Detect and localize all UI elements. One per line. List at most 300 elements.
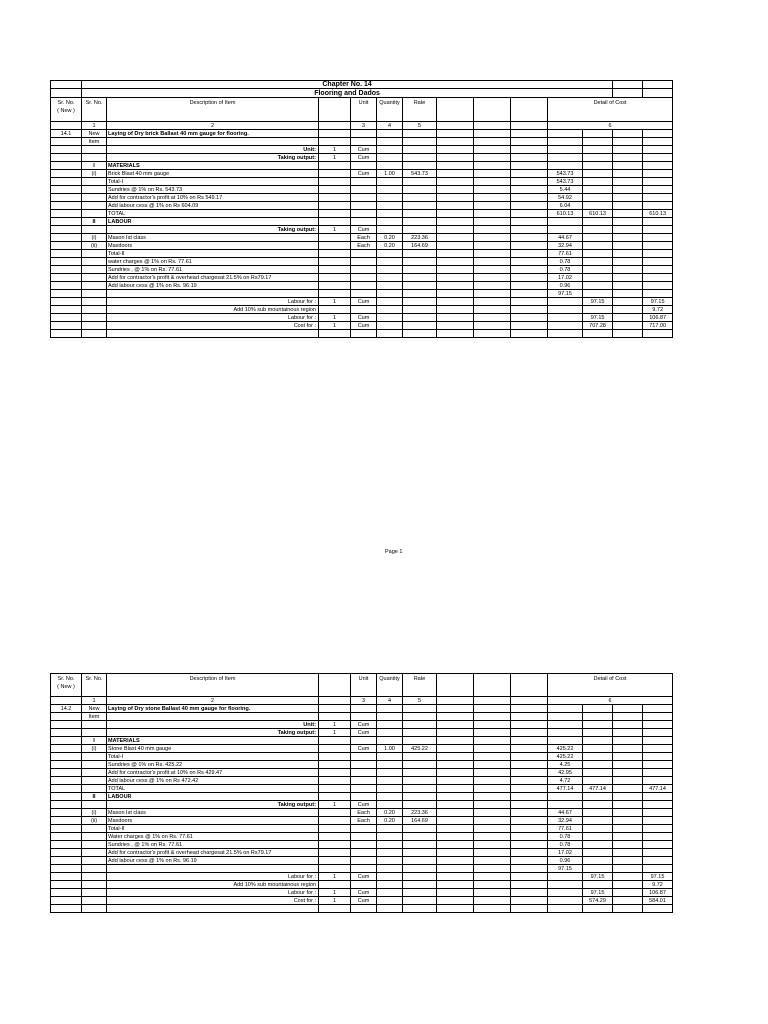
cell-blank <box>437 170 474 178</box>
cell-blank <box>437 809 474 817</box>
cell-total: 106.87 <box>643 889 673 897</box>
table-row <box>51 857 673 865</box>
cell-amount: 0.96 <box>548 282 583 290</box>
cell-unit: Cum <box>351 889 377 897</box>
table-row <box>51 737 673 745</box>
cell-blank <box>437 881 474 889</box>
cell-blank <box>613 186 643 194</box>
cell-blank <box>474 298 511 306</box>
chapter-title: Chapter No. 14 <box>82 81 613 89</box>
cell-blank <box>511 785 548 793</box>
cell-qty-per <box>319 753 351 761</box>
cell-blank <box>437 825 474 833</box>
cell-sr-new <box>51 330 82 338</box>
cell-quantity <box>377 897 403 905</box>
cell-qty-per: 1 <box>319 729 351 737</box>
cell-blank <box>613 274 643 282</box>
cell-unit <box>351 210 377 218</box>
cell-total <box>643 777 673 785</box>
cell-blank <box>437 793 474 801</box>
column-number-row <box>51 122 673 130</box>
table-row <box>51 721 673 729</box>
cell-sr-new <box>51 905 82 913</box>
cell-amount <box>548 226 583 234</box>
table-row <box>51 817 673 825</box>
cell-description: TOTAL <box>107 210 319 218</box>
cell-blank <box>474 234 511 242</box>
cell-total <box>643 793 673 801</box>
cell-blank <box>474 314 511 322</box>
cell-blank <box>613 330 643 338</box>
cell-sr-no <box>82 905 107 913</box>
cell-subtotal <box>583 194 613 202</box>
cell-total <box>643 234 673 242</box>
cell-quantity <box>377 873 403 881</box>
cell-subtotal <box>583 865 613 873</box>
header-detail-of-cost: Detail of Cost <box>548 98 673 122</box>
cell-quantity <box>377 266 403 274</box>
header-row <box>51 674 673 697</box>
cell-blank <box>613 210 643 218</box>
cell-total <box>643 737 673 745</box>
table-head <box>51 81 673 130</box>
cell-amount: 425.22 <box>548 745 583 753</box>
cell-description: Taking output: <box>107 801 319 809</box>
cell-rate <box>403 737 437 745</box>
cell-rate <box>403 330 437 338</box>
table-row <box>51 745 673 753</box>
cell-rate <box>403 905 437 913</box>
cell-amount: 97.15 <box>548 865 583 873</box>
cell-quantity <box>377 138 403 146</box>
cell-blank <box>474 769 511 777</box>
cell-amount: 4.72 <box>548 777 583 785</box>
cell-quantity <box>377 162 403 170</box>
cell-total <box>643 833 673 841</box>
cell-description: Sundries @ 1% on Rs. 543.73 <box>107 186 319 194</box>
cell-subtotal: 707.28 <box>583 322 613 330</box>
cell-amount: 42.95 <box>548 769 583 777</box>
cell-blank <box>511 130 548 138</box>
cell-sr-new <box>51 314 82 322</box>
cell-blank <box>474 194 511 202</box>
cell-sr-new <box>51 801 82 809</box>
cell-description: Add for contractor's profit at 10% on Rs 429.47 <box>107 769 319 777</box>
cell-qty-per <box>319 777 351 785</box>
cell-subtotal: 97.15 <box>583 889 613 897</box>
cell-sr-new <box>51 266 82 274</box>
cell-unit: Each <box>351 234 377 242</box>
cell-total <box>643 170 673 178</box>
cell-rate <box>403 298 437 306</box>
cell-total <box>643 130 673 138</box>
header-unit: Unit <box>351 674 377 697</box>
table-row <box>51 322 673 330</box>
cell-amount <box>548 330 583 338</box>
cell-blank <box>511 745 548 753</box>
cell-blank <box>474 889 511 897</box>
cell-blank <box>511 674 548 697</box>
table-row <box>51 274 673 282</box>
table-row <box>51 889 673 897</box>
cell-quantity <box>377 290 403 298</box>
cell-unit <box>351 250 377 258</box>
cell-total <box>643 226 673 234</box>
cell-rate <box>403 258 437 266</box>
cell-rate <box>403 761 437 769</box>
cell-subtotal <box>583 881 613 889</box>
cell-unit: Cum <box>351 170 377 178</box>
cell-subtotal: 610.13 <box>583 210 613 218</box>
cell-blank <box>511 769 548 777</box>
cell-quantity <box>377 889 403 897</box>
cell-sr-new <box>51 769 82 777</box>
cell-sr-no <box>82 801 107 809</box>
cell-blank <box>437 282 474 290</box>
cell-blank <box>474 218 511 226</box>
cell-subtotal <box>583 138 613 146</box>
table-row <box>51 138 673 146</box>
cell-sr-no: (i) <box>82 170 107 178</box>
cell-subtotal <box>583 274 613 282</box>
cell-subtotal: 97.15 <box>583 314 613 322</box>
table-row <box>51 849 673 857</box>
cell-blank <box>613 178 643 186</box>
cell-subtotal <box>583 809 613 817</box>
cell-blank <box>474 242 511 250</box>
cell-qty-per <box>319 817 351 825</box>
cell-sr-new <box>51 306 82 314</box>
cell-blank <box>511 98 548 122</box>
cell-rate <box>403 881 437 889</box>
cell-blank <box>613 130 643 138</box>
cell-rate <box>403 314 437 322</box>
cell-sr-new <box>51 857 82 865</box>
cell-blank <box>511 833 548 841</box>
column-number: 6 <box>548 697 673 705</box>
table-body <box>51 130 673 338</box>
cell-unit <box>351 713 377 721</box>
cell-qty-per <box>319 865 351 873</box>
cell-amount: 44.67 <box>548 809 583 817</box>
cell-amount: 17.02 <box>548 849 583 857</box>
cell-blank <box>437 817 474 825</box>
cell-description: Taking output: <box>107 729 319 737</box>
cell-blank <box>511 170 548 178</box>
cell-sr-no: New <box>82 130 107 138</box>
cell-rate <box>403 186 437 194</box>
cell-total: 717.00 <box>643 322 673 330</box>
cell-blank <box>511 809 548 817</box>
cell-amount <box>548 314 583 322</box>
cell-blank <box>613 889 643 897</box>
cell-rate <box>403 753 437 761</box>
cell-sr-new <box>51 777 82 785</box>
cell-blank <box>511 889 548 897</box>
cell-sr-no: (i) <box>82 745 107 753</box>
cell-description <box>107 865 319 873</box>
cell-sr-new <box>51 873 82 881</box>
cell-sr-new <box>51 849 82 857</box>
cell-qty-per <box>319 761 351 769</box>
cell-total <box>643 729 673 737</box>
cell-subtotal <box>583 250 613 258</box>
cell-amount: 425.22 <box>548 753 583 761</box>
cell-blank <box>511 849 548 857</box>
cell-subtotal <box>583 266 613 274</box>
cell-blank <box>437 729 474 737</box>
cell-total <box>643 809 673 817</box>
cell-blank <box>51 697 82 705</box>
cell-quantity <box>377 713 403 721</box>
header-description: Description of Item <box>107 98 319 122</box>
cell-sr-new <box>51 809 82 817</box>
cell-unit <box>351 186 377 194</box>
cell-unit: Each <box>351 242 377 250</box>
cell-quantity <box>377 146 403 154</box>
cell-subtotal <box>583 162 613 170</box>
cell-rate <box>403 785 437 793</box>
table-row <box>51 769 673 777</box>
cell-sr-new <box>51 210 82 218</box>
cell-rate <box>403 138 437 146</box>
cell-blank <box>474 178 511 186</box>
cell-blank <box>613 306 643 314</box>
cell-unit: Cum <box>351 314 377 322</box>
cell-blank <box>437 777 474 785</box>
cell-blank <box>474 274 511 282</box>
cell-blank <box>511 873 548 881</box>
cell-total: 97.15 <box>643 873 673 881</box>
cell-subtotal <box>583 753 613 761</box>
cell-blank <box>474 138 511 146</box>
cell-sr-new <box>51 194 82 202</box>
column-number: 5 <box>403 122 437 130</box>
cell-rate <box>403 705 437 713</box>
cell-unit <box>351 753 377 761</box>
cell-sr-no: I <box>82 162 107 170</box>
cell-subtotal <box>583 146 613 154</box>
cell-blank <box>613 873 643 881</box>
cell-sr-no <box>82 897 107 905</box>
cell-unit <box>351 330 377 338</box>
cell-blank <box>474 873 511 881</box>
cell-total <box>643 849 673 857</box>
cell-blank <box>613 226 643 234</box>
cell-amount <box>548 162 583 170</box>
cell-blank <box>613 314 643 322</box>
table-row <box>51 282 673 290</box>
cell-blank <box>474 202 511 210</box>
cell-blank <box>437 258 474 266</box>
cell-blank <box>474 801 511 809</box>
cell-quantity <box>377 194 403 202</box>
cell-total: 97.15 <box>643 298 673 306</box>
cell-blank <box>511 122 548 130</box>
cell-sr-new <box>51 178 82 186</box>
cell-sr-no <box>82 258 107 266</box>
cell-description: Add for contractor's profit at 10% on Rs 549.17 <box>107 194 319 202</box>
cell-subtotal: 574.29 <box>583 897 613 905</box>
table-row <box>51 298 673 306</box>
cell-sr-new <box>51 162 82 170</box>
cell-rate <box>403 729 437 737</box>
cell-description: Sundries , @ 1% on Rs. 77.61 <box>107 266 319 274</box>
cell-quantity <box>377 881 403 889</box>
cell-blank <box>319 122 351 130</box>
cell-blank <box>474 729 511 737</box>
table-row <box>51 202 673 210</box>
cell-blank <box>474 897 511 905</box>
cell-description: Total-II <box>107 825 319 833</box>
cell-blank <box>613 833 643 841</box>
cell-description: Labour for : <box>107 314 319 322</box>
cell-description: LABOUR <box>107 218 319 226</box>
cell-blank <box>474 122 511 130</box>
cell-blank <box>474 154 511 162</box>
cell-qty-per <box>319 266 351 274</box>
cell-sr-no <box>82 154 107 162</box>
cell-amount: 0.96 <box>548 857 583 865</box>
cell-blank <box>474 186 511 194</box>
cell-qty-per <box>319 785 351 793</box>
cell-sr-no <box>82 298 107 306</box>
cell-total <box>643 178 673 186</box>
cell-amount: 6.04 <box>548 202 583 210</box>
cell-total <box>643 274 673 282</box>
cell-subtotal <box>583 793 613 801</box>
cell-amount <box>548 705 583 713</box>
cell-blank <box>437 154 474 162</box>
cell-amount: 54.92 <box>548 194 583 202</box>
cell-blank <box>511 737 548 745</box>
cell-quantity <box>377 218 403 226</box>
cell-description: Add 10% sub mountainous region <box>107 881 319 889</box>
cell-blank <box>511 801 548 809</box>
cell-rate <box>403 210 437 218</box>
cell-qty-per <box>319 290 351 298</box>
cell-total: 584.01 <box>643 897 673 905</box>
cell-total: 610.13 <box>643 210 673 218</box>
cell-sr-new <box>51 154 82 162</box>
cell-sr-no <box>82 194 107 202</box>
cell-quantity <box>377 154 403 162</box>
cell-blank <box>437 857 474 865</box>
cell-amount: 32.94 <box>548 817 583 825</box>
cell-blank <box>437 761 474 769</box>
cell-amount <box>548 218 583 226</box>
cell-subtotal: 477.14 <box>583 785 613 793</box>
table-row <box>51 154 673 162</box>
cell-rate <box>403 889 437 897</box>
cell-blank <box>613 298 643 306</box>
cell-rate <box>403 713 437 721</box>
table-row <box>51 130 673 138</box>
cell-subtotal <box>583 761 613 769</box>
cell-description: Unit: <box>107 146 319 154</box>
table-row <box>51 801 673 809</box>
cell-blank <box>437 122 474 130</box>
cell-sr-no: (i) <box>82 234 107 242</box>
cell-unit <box>351 761 377 769</box>
table-row <box>51 266 673 274</box>
cell-quantity <box>377 178 403 186</box>
cell-amount: 77.61 <box>548 250 583 258</box>
table-row <box>51 753 673 761</box>
cell-qty-per: 1 <box>319 154 351 162</box>
cell-amount <box>548 306 583 314</box>
cell-sr-new: 14.1 <box>51 130 82 138</box>
cell-qty-per <box>319 857 351 865</box>
cell-sr-no <box>82 282 107 290</box>
cell-blank <box>474 881 511 889</box>
cell-amount <box>548 873 583 881</box>
cell-total <box>643 721 673 729</box>
cell-quantity <box>377 274 403 282</box>
cell-subtotal <box>583 258 613 266</box>
cell-description: Sundries , @ 1% on Rs. 77.61 <box>107 841 319 849</box>
rate-analysis-table <box>50 80 673 338</box>
table-row <box>51 194 673 202</box>
cell-rate <box>403 266 437 274</box>
cell-blank <box>437 210 474 218</box>
cell-blank <box>511 330 548 338</box>
cell-description: Add labour cess @ 1% on Rs. 96.19 <box>107 857 319 865</box>
cell-quantity <box>377 857 403 865</box>
cell-qty-per <box>319 330 351 338</box>
cell-total <box>643 146 673 154</box>
cell-sr-no <box>82 753 107 761</box>
cell-rate <box>403 849 437 857</box>
cell-unit <box>351 705 377 713</box>
cell-unit <box>351 833 377 841</box>
cell-qty-per <box>319 234 351 242</box>
cell-qty-per: 1 <box>319 801 351 809</box>
cell-description: Maxdoors <box>107 817 319 825</box>
cell-blank <box>437 697 474 705</box>
cell-blank <box>474 322 511 330</box>
cell-qty-per <box>319 745 351 753</box>
column-number: 1 <box>82 697 107 705</box>
cell-amount: 0.78 <box>548 258 583 266</box>
cell-rate <box>403 162 437 170</box>
cell-blank <box>474 721 511 729</box>
cell-sr-no: Item <box>82 713 107 721</box>
cell-blank <box>474 745 511 753</box>
cell-blank <box>437 705 474 713</box>
cell-blank <box>319 674 351 697</box>
cell-unit <box>351 777 377 785</box>
cell-rate <box>403 322 437 330</box>
header-quantity: Quantity <box>377 98 403 122</box>
cell-sr-new <box>51 753 82 761</box>
cell-rate <box>403 306 437 314</box>
cell-total <box>643 186 673 194</box>
cell-blank <box>474 777 511 785</box>
cell-sr-no: (ii) <box>82 817 107 825</box>
header-row <box>51 98 673 122</box>
cell-description: Maxdoors <box>107 242 319 250</box>
cell-description: Brick Blast 40 mm gauge <box>107 170 319 178</box>
cell-blank <box>437 234 474 242</box>
cell-total <box>643 258 673 266</box>
cell-unit <box>351 218 377 226</box>
cell-total <box>643 841 673 849</box>
cell-unit <box>351 881 377 889</box>
cell-blank <box>613 793 643 801</box>
cell-unit <box>351 274 377 282</box>
cell-qty-per <box>319 258 351 266</box>
